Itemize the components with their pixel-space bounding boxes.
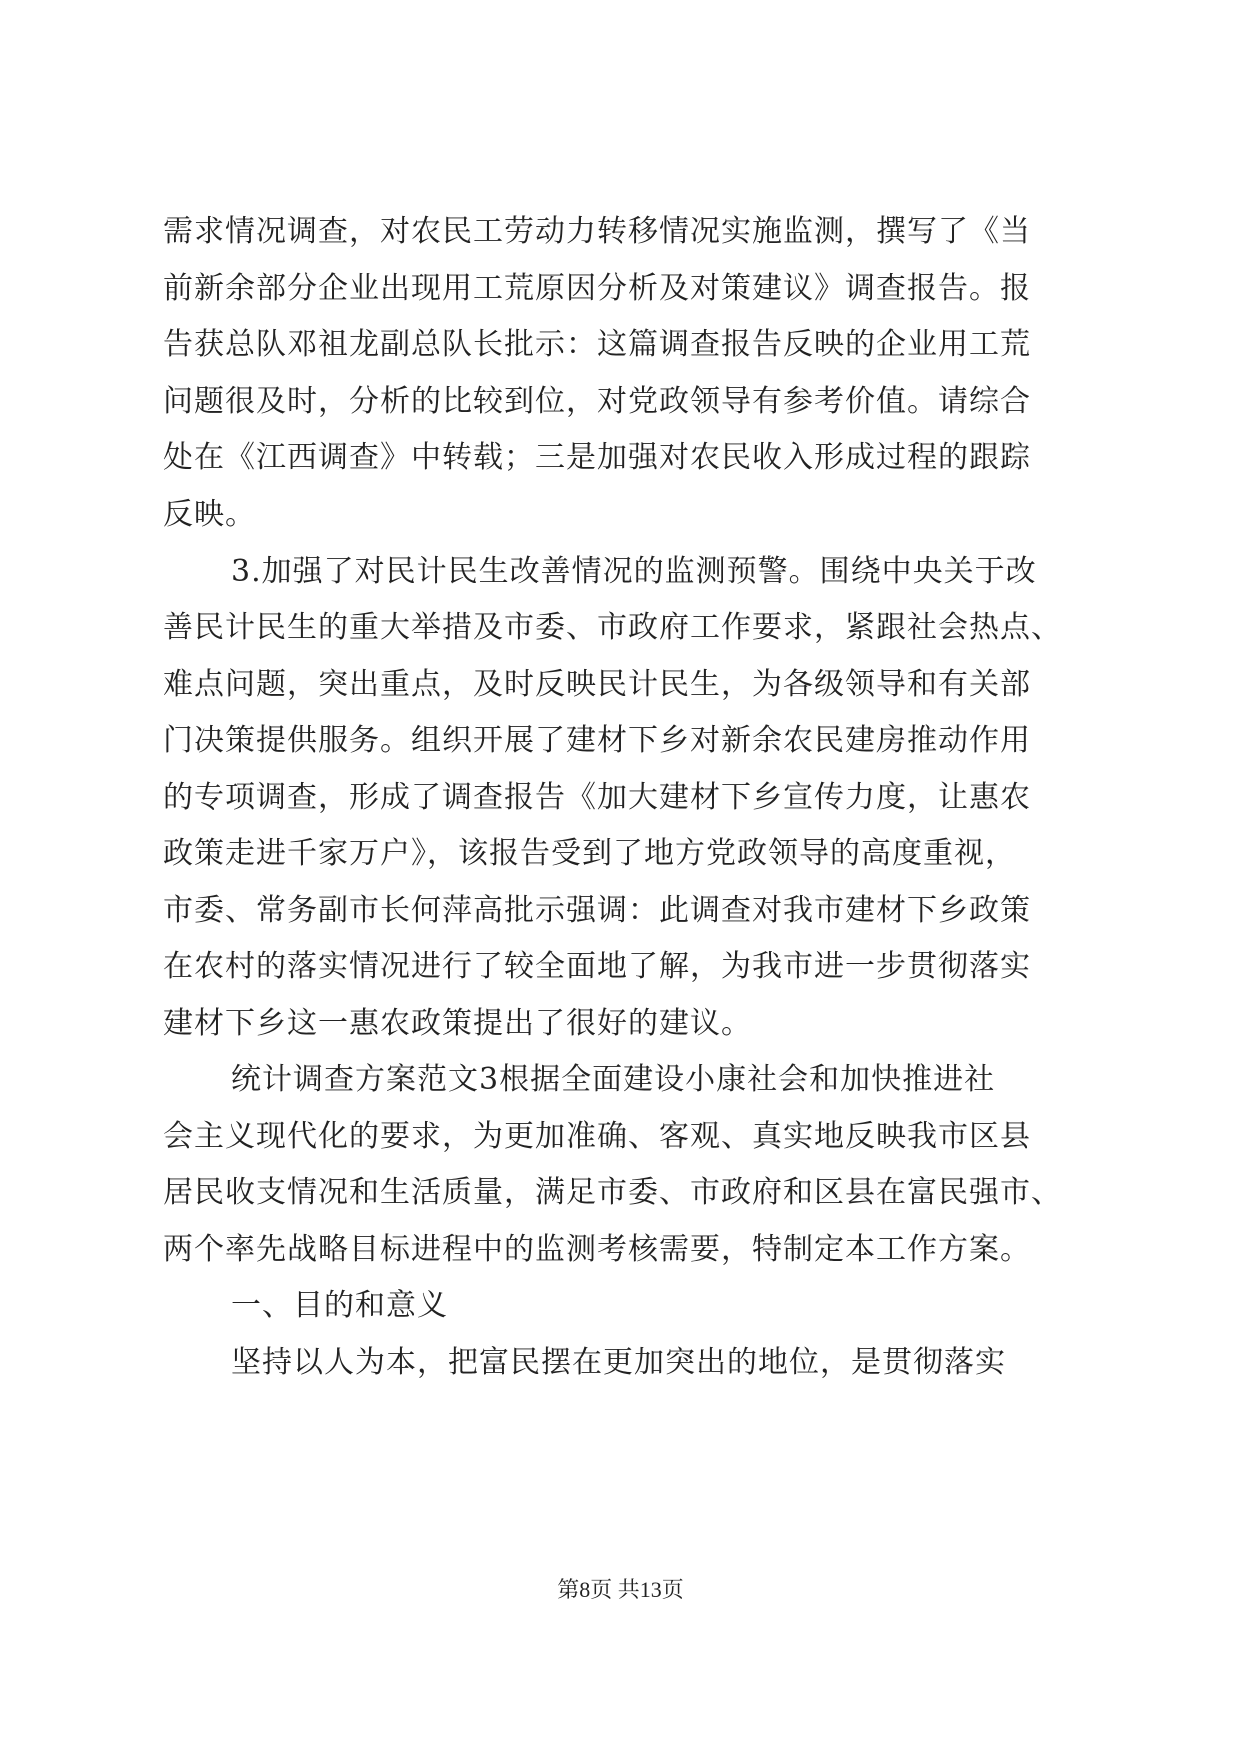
paragraph-line: 问题很及时，分析的比较到位，对党政领导有参考价值。请综合 xyxy=(163,384,1031,419)
paragraph-line: 前新余部分企业出现用工荒原因分析及对策建议》调查报告。报 xyxy=(163,271,1031,306)
paragraph-line: 会主义现代化的要求，为更加准确、客观、真实地反映我市区县 xyxy=(163,1119,1031,1154)
paragraph-line: 处在《江西调查》中转载；三是加强对农民收入形成过程的跟踪 xyxy=(163,440,1031,475)
paragraph-line: 建材下乡这一惠农政策提出了很好的建议。 xyxy=(163,1006,752,1041)
paragraph-line: 门决策提供服务。组织开展了建材下乡对新余农民建房推动作用 xyxy=(163,723,1031,758)
paragraph-line: 政策走进千家万户》，该报告受到了地方党政领导的高度重视， xyxy=(163,836,1016,871)
paragraph-line: 居民收支情况和生活质量，满足市委、市政府和区县在富民强市、 xyxy=(163,1175,1062,1210)
paragraph-line: 两个率先战略目标进程中的监测考核需要，特制定本工作方案。 xyxy=(163,1232,1031,1267)
paragraph-line: 坚持以人为本，把富民摆在更加突出的地位，是贯彻落实 xyxy=(231,1345,1006,1380)
paragraph-line: 难点问题，突出重点，及时反映民计民生，为各级领导和有关部 xyxy=(163,667,1031,702)
paragraph-line: 在农村的落实情况进行了较全面地了解，为我市进一步贯彻落实 xyxy=(163,949,1031,984)
paragraph-line: 3.加强了对民计民生改善情况的监测预警。围绕中央关于改 xyxy=(231,554,1037,589)
paragraph-line: 反映。 xyxy=(163,497,256,532)
paragraph-line: 市委、常务副市长何萍高批示强调：此调查对我市建材下乡政策 xyxy=(163,893,1031,928)
paragraph-line: 需求情况调查，对农民工劳动力转移情况实施监测，撰写了《当 xyxy=(163,214,1031,249)
paragraph-line: 善民计民生的重大举措及市委、市政府工作要求，紧跟社会热点、 xyxy=(163,610,1062,645)
paragraph-line: 告获总队邓祖龙副总队长批示：这篇调查报告反映的企业用工荒 xyxy=(163,327,1031,362)
paragraph-line: 统计调查方案范文3根据全面建设小康社会和加快推进社 xyxy=(231,1062,996,1097)
section-heading: 一、目的和意义 xyxy=(231,1288,448,1323)
page-number-footer: 第8页 共13页 xyxy=(557,1577,684,1602)
paragraph-line: 的专项调查，形成了调查报告《加大建材下乡宣传力度，让惠农 xyxy=(163,780,1031,815)
